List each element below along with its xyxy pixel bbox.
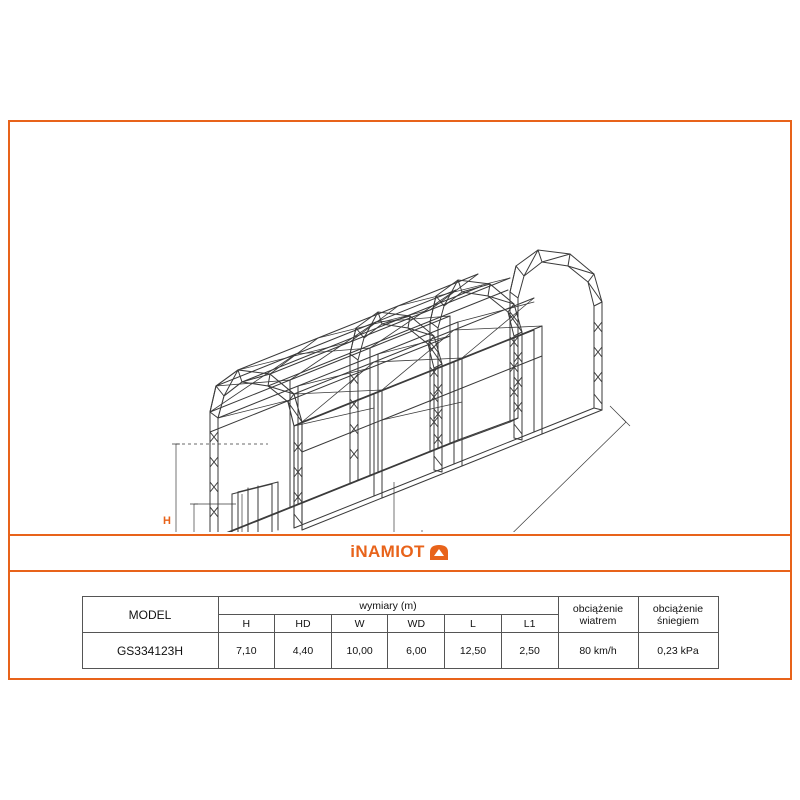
arch-far	[510, 250, 602, 422]
technical-drawing	[10, 122, 790, 532]
subheader-L1: L1	[501, 615, 558, 633]
header-wind-load	[558, 597, 638, 633]
subheader-HD: HD	[275, 615, 332, 633]
cell-snow: 0,23 kPa	[638, 633, 718, 669]
brand-logo-band	[10, 536, 790, 568]
cell-wind: 80 km/h	[558, 633, 638, 669]
cell-W: 10,00	[331, 633, 388, 669]
brand-name: iNAMIOT	[350, 542, 425, 561]
table-header-row	[82, 597, 718, 615]
cell-WD: 6,00	[388, 633, 445, 669]
tent-arch-icon	[428, 543, 450, 561]
cell-H: 7,10	[218, 633, 275, 669]
dimension-labels	[163, 515, 509, 532]
front-door-frame	[232, 482, 278, 532]
header-snow-load	[638, 597, 718, 633]
cell-model: GS334123H	[82, 633, 218, 669]
cell-L: 12,50	[445, 633, 502, 669]
cell-L1: 2,50	[501, 633, 558, 669]
dimension-lines	[172, 406, 630, 532]
tent-isometric-svg	[10, 122, 790, 532]
header-dimensions: wymiary (m)	[218, 597, 558, 615]
subheader-W: W	[331, 615, 388, 633]
interior-braces	[218, 302, 534, 426]
header-model: MODEL	[82, 597, 218, 633]
label-H: H	[163, 515, 171, 527]
subheader-WD: WD	[388, 615, 445, 633]
subheader-L: L	[445, 615, 502, 633]
content-frame	[8, 120, 792, 680]
header-snow-line2: śniegiem	[656, 614, 700, 627]
longitudinal-members	[210, 274, 602, 532]
subheader-H: H	[218, 615, 275, 633]
spec-table-wrap	[10, 572, 790, 678]
header-snow-line1: obciążenie	[652, 602, 704, 615]
spec-table	[82, 596, 719, 669]
brand-logo	[350, 542, 450, 562]
header-wind-line2: wiatrem	[579, 614, 617, 627]
cell-HD: 4,40	[275, 633, 332, 669]
table-row	[82, 633, 718, 669]
header-wind-line1: obciążenie	[572, 602, 624, 615]
